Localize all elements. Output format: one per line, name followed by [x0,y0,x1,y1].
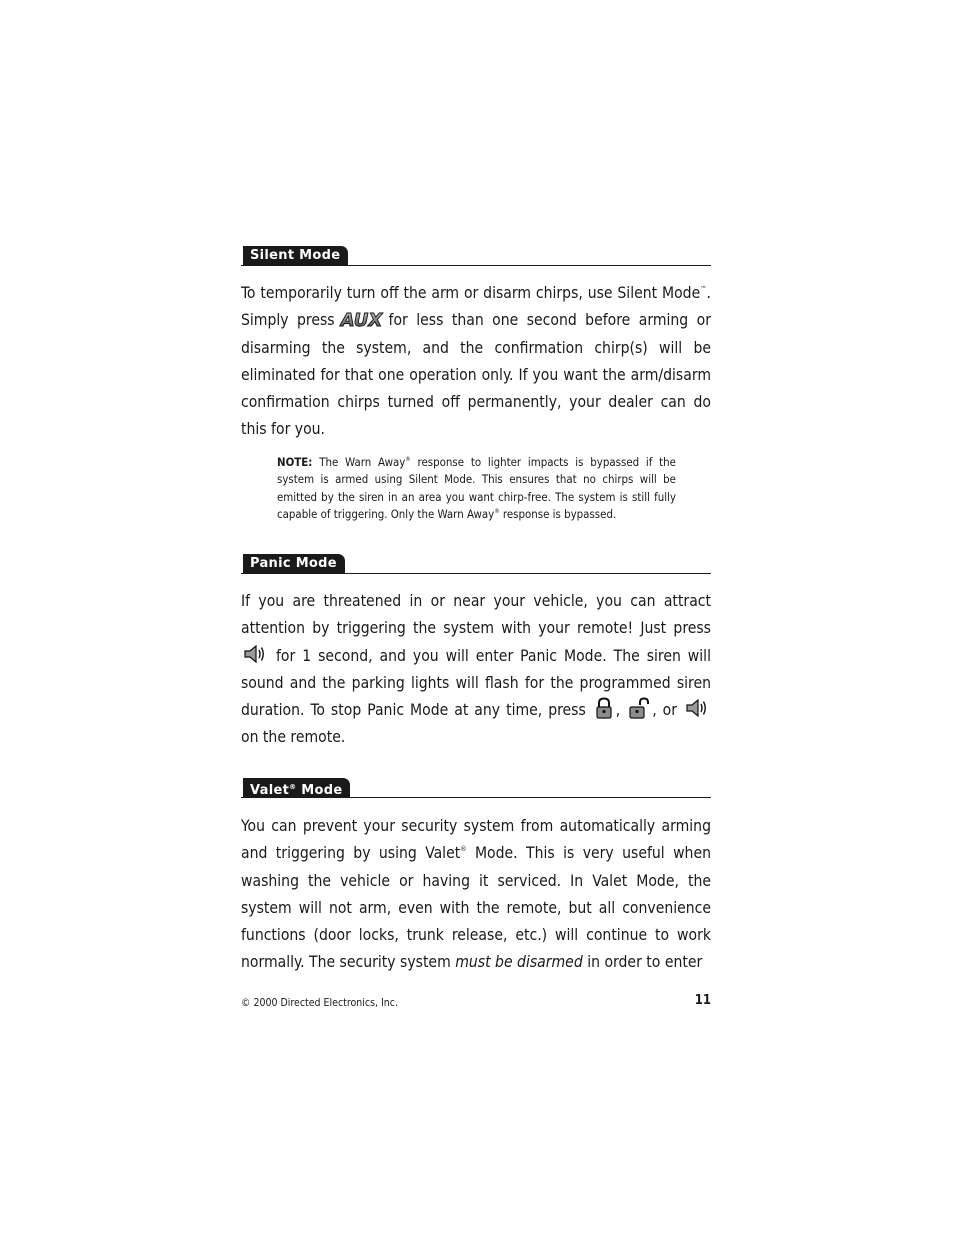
valet-mode-paragraph [241,813,711,977]
section-tab-silent-mode [243,246,348,266]
note-label: NOTE: [277,455,313,469]
note-block [277,454,676,524]
registered-mark: ® [460,845,467,854]
page-number: 11 [694,993,711,1008]
text: , or [652,701,677,720]
section-header-valet-mode [241,777,711,798]
svg-text:AUX: AUX [340,310,383,332]
text: for less than one second before arming or disarming the system, and the confirmation chirp(s) will be eliminated for that one operation only. If you want the arm/disarm confirmation chirps turned off permanently, your dealer can do this for you. [241,311,711,439]
registered-mark: ® [289,783,297,791]
speaker-icon [243,643,267,665]
section-title: Panic Mode [250,556,337,571]
trademark: ™ [700,285,707,293]
text: for 1 second, and you will enter Panic Mode. The siren will sound and the parking lights will flash for the programmed siren duration. To stop Panic Mode at any time, press [241,646,711,720]
text: , [615,701,621,720]
text: Mode. This is very useful when washing the vehicle or having it serviced. In Valet Mode, the system will not arm, even with the remote, but all convenience functions (door locks, trunk release, etc.) will continue to work normally. The security system [241,844,711,972]
section-title-suffix: Mode [301,783,343,798]
section-header-panic-mode [241,553,711,574]
speaker-icon [685,697,709,719]
text: To temporarily turn off the arm or disarm chirps, use Silent Mode [241,284,701,302]
registered-mark: ® [494,508,500,516]
text: response is bypassed. [502,507,617,522]
section-title: Silent Mode [250,248,341,263]
section-title: Valet [250,783,290,798]
text: If you are threatened in or near your vehicle, you can attract attention by triggering the system with your remote! Just press [241,592,711,638]
text: . Simply press [241,284,711,330]
section-header-silent-mode [241,245,711,266]
section-tab-panic-mode [243,554,345,574]
text: in order to enter [587,953,703,972]
text: You can prevent your security system from automatically arming and triggering by using Valet [241,817,711,863]
silent-mode-paragraph [241,280,711,444]
lock-icon [594,697,614,719]
unlock-icon [628,697,650,719]
registered-mark: ® [405,456,411,463]
text: The Warn Away [319,455,406,469]
section-tab-valet-mode [243,778,350,798]
text: response to lighter impacts is bypassed if the system is armed using Silent Mode. This ensures that no chirps will be emitted by the siren in an area you want chirp-free. The system is still fully capable of triggering. Only the Warn Away [277,455,676,522]
copyright-notice: © 2000 Directed Electronics, Inc. [241,997,398,1009]
emphasis: must be disarmed [455,953,583,972]
aux-button-icon [340,309,383,332]
panic-mode-paragraph [241,588,711,752]
text: on the remote. [241,728,346,747]
